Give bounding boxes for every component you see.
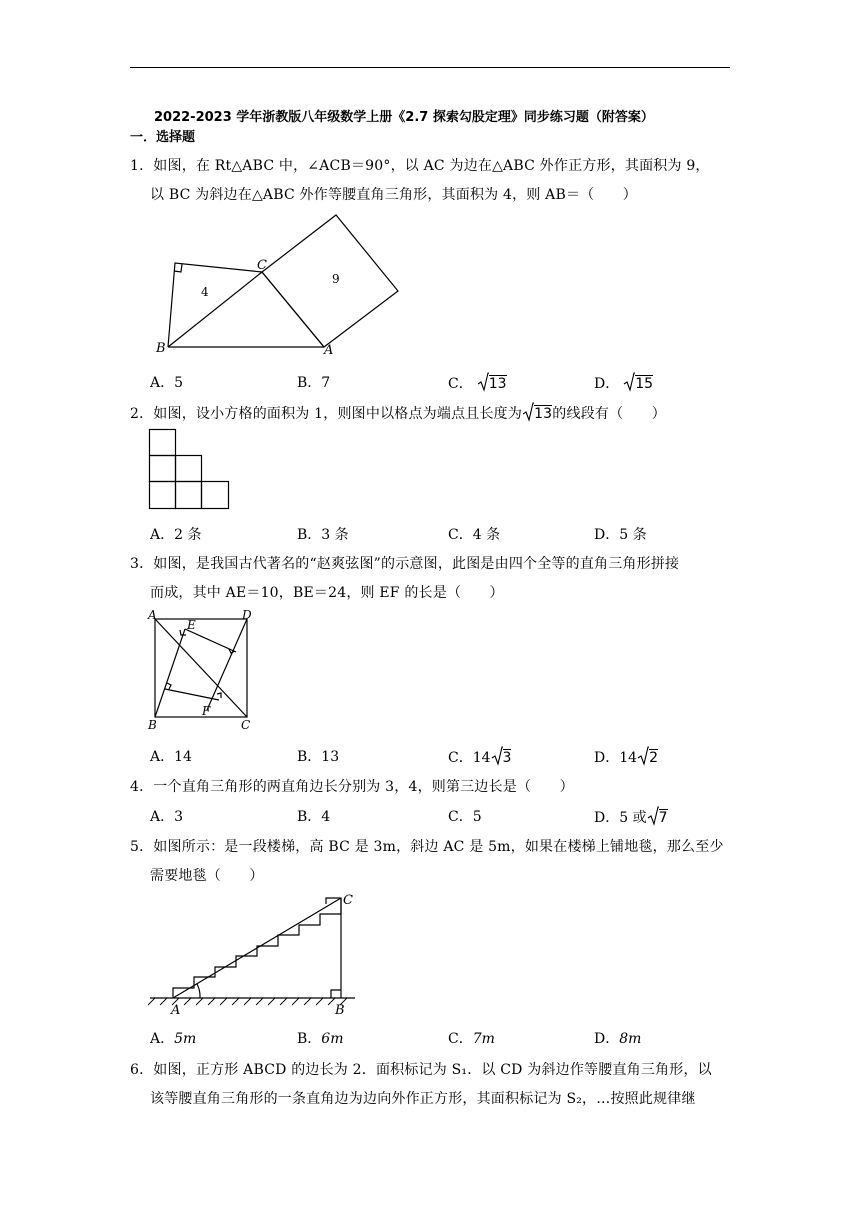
q1-segment-BC	[168, 272, 262, 347]
sqrt-icon	[522, 402, 534, 426]
q1-iso-triangle	[168, 263, 262, 347]
header-rule	[130, 67, 730, 68]
q2-grid-figure	[149, 429, 231, 511]
q2-option-a[interactable]: A．2 条	[150, 527, 202, 543]
q6-line-2: 该等腰直角三角形的一条直角边为边向外作正方形，其面积标记为 S₂，…按照此规律继	[150, 1091, 696, 1107]
sqrt-icon	[623, 372, 635, 396]
q4-option-a[interactable]: A．3	[150, 809, 184, 825]
q3-zhaoshuang-figure	[145, 607, 260, 732]
page-title: 2022-2023 学年浙教版八年级数学上册《2.7 探索勾股定理》同步练习题（附答案）	[154, 110, 654, 125]
sqrt-icon	[647, 806, 659, 830]
q1-option-b[interactable]: B．7	[297, 375, 331, 391]
q1-option-c[interactable]: C． 13	[448, 372, 507, 396]
q3-label-b: B	[148, 718, 157, 732]
q2-option-d[interactable]: D．5 条	[594, 527, 647, 543]
q5-line-2: 需要地毯（ ）	[150, 868, 264, 884]
q3-label-c: C	[241, 718, 251, 732]
q5-angle-arc	[197, 984, 200, 998]
q5-option-b[interactable]: B．6m	[297, 1031, 344, 1047]
q1-area-4: 4	[201, 285, 209, 299]
q1-label-a: A	[324, 343, 334, 358]
q4-option-d[interactable]: D．5 或 7	[594, 806, 668, 830]
sqrt-icon	[477, 372, 489, 396]
q3-option-c[interactable]: C．14 3	[448, 746, 511, 770]
q1-option-d[interactable]: D． 15	[594, 372, 653, 396]
q1-label-c: C	[257, 258, 267, 273]
q1-line-1: 1．如图，在 Rt△ABC 中，∠ACB＝90°，以 AC 为边在△ABC 外作正方形，其面积为 9，	[130, 158, 710, 174]
q1-area-9: 9	[332, 272, 340, 286]
q5-label-a: A	[171, 1003, 181, 1018]
q3-line-2: 而成，其中 AE＝10，BE＝24，则 EF 的长是（ ）	[150, 585, 504, 601]
q3-option-d[interactable]: D．14 2	[594, 746, 658, 770]
sqrt-icon	[491, 746, 503, 770]
q3-label-e: E	[187, 618, 196, 632]
q2-line: 2．如图，设小方格的面积为 1，则图中以格点为端点且长度为 13的线段有（ ）	[130, 402, 666, 426]
q5-line-1: 5．如图所示：是一段楼梯，高 BC 是 3m，斜边 AC 是 5m，如果在楼梯上铺地毯，那么至少	[130, 839, 724, 855]
q1-figure	[150, 215, 410, 360]
q3-label-a: A	[148, 608, 157, 622]
q2-option-c[interactable]: C．4 条	[448, 527, 501, 543]
q3-option-a[interactable]: A．14	[150, 749, 192, 765]
q5-label-b: B	[335, 1003, 345, 1018]
q1-line-2: 以 BC 为斜边在△ABC 外作等腰直角三角形，其面积为 4，则 AB＝（ ）	[150, 187, 637, 203]
q5-option-a[interactable]: A．5m	[150, 1031, 197, 1047]
q1-option-a[interactable]: A．5	[150, 375, 184, 391]
q3-option-b[interactable]: B．13	[297, 749, 340, 765]
q5-option-c[interactable]: C．7m	[448, 1031, 495, 1047]
q4-line: 4．一个直角三角形的两直角边长分别为 3，4，则第三边长是（ ）	[130, 779, 574, 795]
q3-line-1: 3．如图，是我国古代著名的“赵爽弦图”的示意图，此图是由四个全等的直角三角形拼接	[130, 556, 680, 572]
q4-option-b[interactable]: B．4	[297, 809, 331, 825]
q3-label-d: D	[242, 608, 252, 622]
q2-option-b[interactable]: B．3 条	[297, 527, 349, 543]
q1-label-b: B	[156, 341, 166, 356]
q5-label-c: C	[343, 893, 353, 908]
q1-square	[262, 215, 398, 347]
sqrt-icon	[637, 746, 649, 770]
q3-label-f: F	[202, 704, 211, 718]
q5-staircase-figure	[145, 888, 360, 1023]
q6-line-1: 6．如图，正方形 ABCD 的边长为 2．面积标记为 S₁．以 CD 为斜边作等腰直角三角形，以	[130, 1062, 712, 1078]
q4-option-c[interactable]: C．5	[448, 809, 482, 825]
q5-option-d[interactable]: D．8m	[594, 1031, 642, 1047]
q5-right-angle-mark	[331, 990, 341, 998]
section-heading: 一．选择题	[130, 130, 196, 145]
